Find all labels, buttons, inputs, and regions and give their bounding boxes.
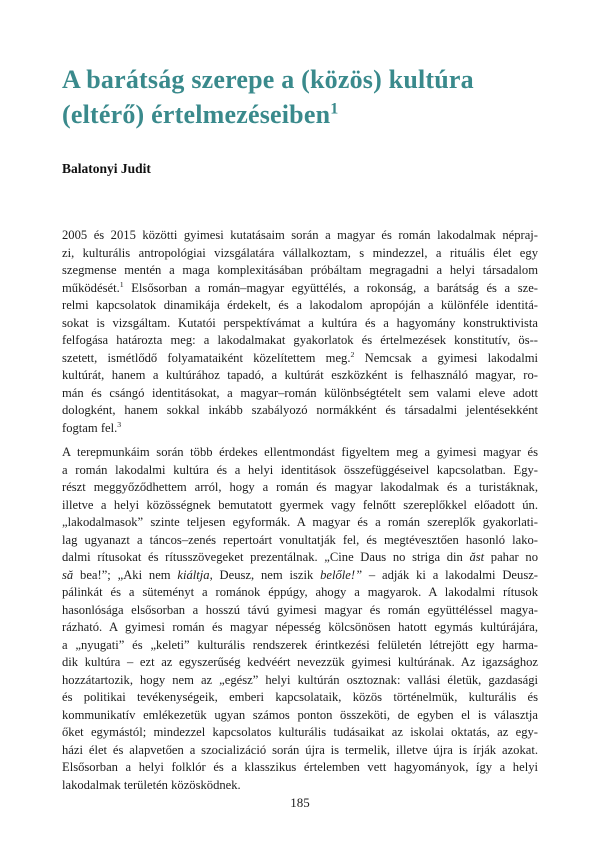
text-line [62, 262, 538, 280]
text-segment: pahar no [484, 550, 538, 564]
text-segment: sokat is vizsgáltam. Kutatói perspektívámat a kultúra és a hagyomány konstruktivista [62, 315, 538, 330]
text-segment: fogtam fel. [62, 420, 118, 435]
text-line [62, 777, 538, 795]
title-footnote-ref: 1 [330, 100, 339, 118]
text-line [62, 462, 538, 480]
title-line-2-text: (eltérő) értelmezéseiben [62, 100, 331, 129]
text-line [62, 567, 538, 585]
text-segment: dologként, hanem sokkal inkább szabályozó normákként és társadalmi jelentésekként [62, 403, 538, 417]
text-line [62, 444, 538, 462]
text-segment: és politikai tevékenységeik, emberi kapcsolataik, közös történelmük, kulturális és [62, 690, 538, 704]
text-line [62, 479, 538, 497]
emphasis-text: ăst [469, 550, 485, 564]
text-segment: működését. [62, 280, 120, 295]
text-segment: kultúrát, hanem a kultúrához tapadó, a kultúrát eszközként is felhasználó magyar, ro- [62, 368, 538, 382]
text-line [62, 689, 538, 707]
text-line [62, 549, 538, 567]
text-line [62, 420, 538, 438]
text-segment: hozzátartozik, hogy nem az „egész” helyi kultúrán osztoznak: vallási életük, gazdasági [62, 672, 538, 687]
text-line [62, 637, 538, 655]
text-segment: „lakodalmasok” szinte teljesen egyformák. A magyar és a román szereplők gyakorlati- [62, 515, 538, 529]
text-line [62, 707, 538, 725]
author-name: Balatonyi Judit [62, 161, 151, 176]
text-segment: lakodalmak területén közösködnek. [62, 777, 241, 792]
text-segment: zi, kulturális antropológiai vizsgálatára vállalkoztam, s mindezzel, a rituális élet egy [62, 245, 538, 260]
text-line [62, 742, 538, 760]
text-segment: illetve a helyi közösségnek bemutatott gyermek vagy felnőtt szereplőkkel előadott ún. [62, 497, 538, 512]
text-segment: kommunikatív emlékezetük ugyan számos ponton összeköti, de egyben el is választja [62, 707, 538, 722]
text-line [62, 280, 538, 298]
text-segment: Nemcsak a gyimesi lakodalmi [354, 350, 538, 365]
text-line [62, 724, 538, 742]
footnote-ref: 2 [350, 349, 355, 359]
text-line [62, 619, 538, 637]
text-segment: 2005 és 2015 közötti gyimesi kutatásaim során a magyar és román lakodalmak népraj- [62, 228, 538, 242]
text-segment: Elsősorban a román–magyar együttélés, a rokonság, a barátság és a sze- [123, 280, 538, 295]
article-body [62, 227, 538, 794]
text-segment: őket egymástól; mindezzel kapcsolatos kulturális tudásaikat az iskolai oktatás, az egy- [62, 725, 538, 739]
text-line [62, 350, 538, 368]
text-segment: relmi kapcsolatok dinamikája érdekelt, és a lakodalom apropóján a különféle identitá- [62, 298, 538, 312]
text-segment: felfogása határozta meg: a lakodalmakat gyakorlatok és értelmezések konstitutív, ös-- [62, 333, 538, 347]
text-line [62, 759, 538, 777]
text-line [62, 332, 538, 350]
text-segment: rázható. A gyimesi román és magyar népesség kölcsönösen hatott egymás kultúrájára, [62, 620, 538, 634]
emphasis-text: să [62, 567, 74, 582]
text-segment: Elsősorban a helyi folklór és a klasszikus értelemben vett hagyományok, így a helyi [62, 760, 538, 774]
body-paragraph-1 [62, 227, 538, 437]
text-segment: a „nyugati” és „keleti” kulturális rendszerek érintkezési felületén létrejött egy harma- [62, 637, 538, 652]
emphasis-text: kiáltja, [177, 567, 213, 582]
text-segment: szetett, ismétlődő folyamataiként közelítettem meg. [62, 350, 351, 365]
body-paragraph-2 [62, 444, 538, 794]
footnote-ref: 3 [117, 419, 122, 429]
text-segment: dik kultúra – ezt az egyszerűség kedvéért nevezzük gyimesi kultúrának. Az igazsághoz [62, 655, 538, 669]
title-line-1: A barátság szerepe a (közös) kultúra [62, 65, 474, 94]
text-segment: lag ugyanazt a táncos–zenés repertoárt vonultatják fel, és megtévesztően hasonló lako- [62, 532, 538, 547]
text-line [62, 315, 538, 333]
text-line [62, 514, 538, 532]
text-line [62, 497, 538, 515]
emphasis-text: belőle!” [320, 567, 363, 582]
text-segment: házi élet és alapvetően a szocializáció során újra is termelik, illetve újra is írják azokat. [62, 742, 538, 757]
text-segment: bea!”; „Aki nem [73, 567, 178, 582]
text-line [62, 385, 538, 403]
text-segment: szegmense mentén a maga komplexitásában próbáltam megragadni a helyi társadalom [62, 263, 538, 277]
text-segment: pálinkát és a süteményt a románok éppúgy, ahogy a magyarok. A lakodalmi rítusok [62, 585, 538, 599]
text-line [62, 367, 538, 385]
text-line [62, 227, 538, 245]
text-segment: Deusz, nem iszik [212, 567, 321, 582]
footnote-ref: 1 [119, 279, 124, 289]
text-line [62, 584, 538, 602]
text-line [62, 602, 538, 620]
text-segment: a román lakodalmi kultúra és a helyi identitások összefüggéseivel kapcsolatban. Egy- [62, 462, 538, 477]
text-line [62, 245, 538, 263]
text-segment: dalmi rítusokat és rítusszövegeket prezentálnak. „Cine Daus no striga din [62, 550, 470, 564]
page-number: 185 [290, 795, 310, 810]
text-line [62, 402, 538, 420]
text-segment: – adják ki a lakodalmi Deusz- [362, 567, 538, 582]
text-segment: mán és csángó identitásokat, a magyar–román különbségtételt sem valami eleve adott [62, 385, 538, 400]
title-line-2 [62, 97, 538, 132]
text-line [62, 672, 538, 690]
article-title [62, 62, 538, 132]
text-line [62, 532, 538, 550]
text-segment: hasonlósága elsősorban a hosszú távú gyimesi magyar és román együttéléssel magya- [62, 602, 538, 617]
text-segment: A terepmunkáim során több érdekes ellentmondást figyeltem meg a gyimesi magyar és [62, 445, 538, 459]
text-line [62, 654, 538, 672]
text-segment: részt meggyőződhettem arról, hogy a román és magyar lakodalmak és a turistáknak, [62, 480, 538, 494]
text-line [62, 297, 538, 315]
